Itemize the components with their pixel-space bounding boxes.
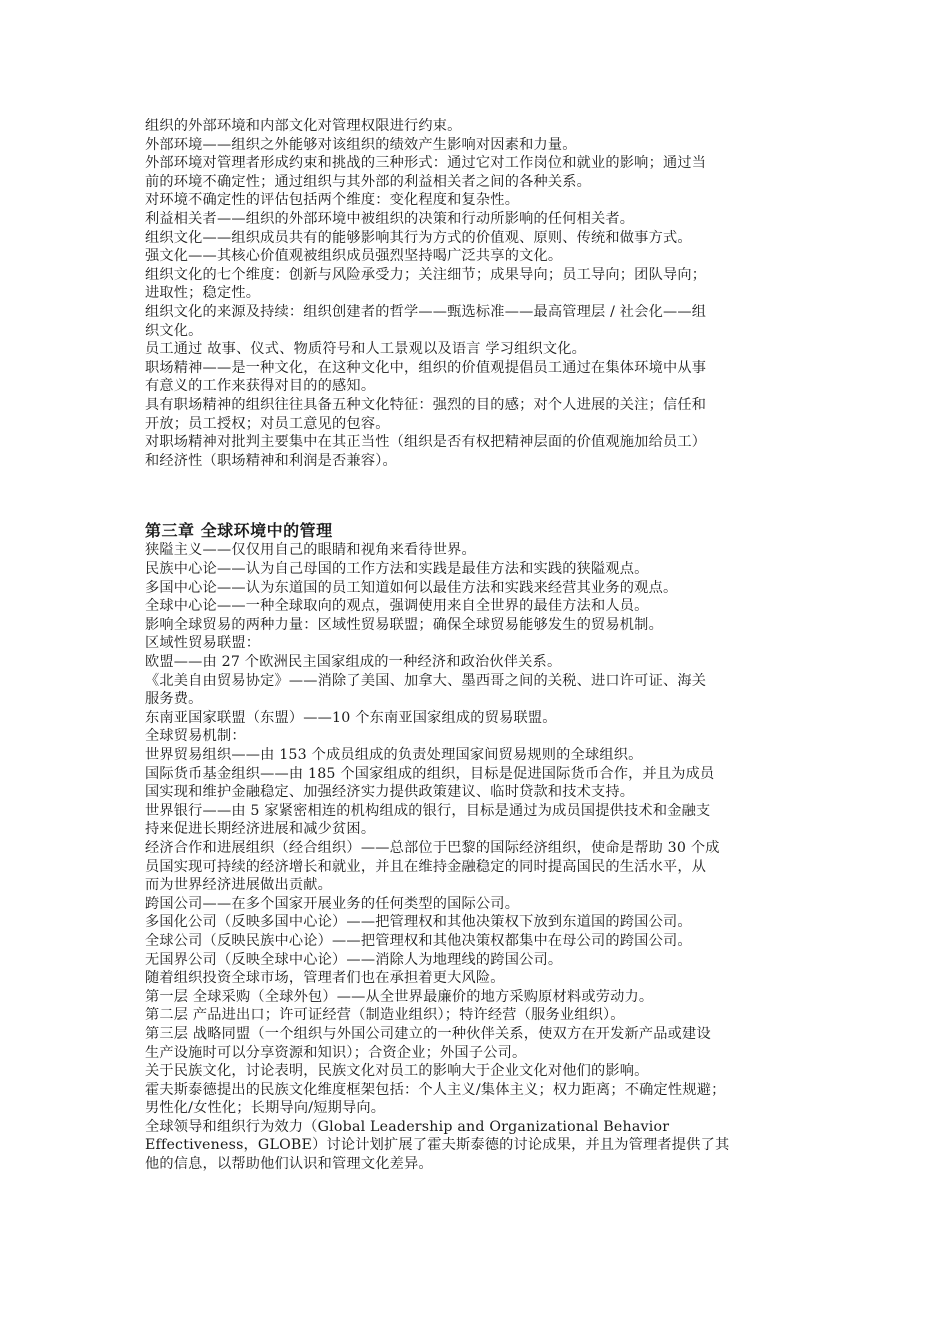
text-line: 第三层 战略同盟（一个组织与外国公司建立的一种伙伴关系，使双方在开发新产品或建设	[145, 1025, 711, 1042]
text-line: 随着组织投资全球市场，管理者们也在承担着更大风险。	[145, 970, 505, 987]
text-line: 员工通过 故事、仪式、物质符号和人工景观以及语言 学习组织文化。	[145, 341, 587, 358]
text-line: 第二层 产品进出口；许可证经营（制造业组织）；特许经营（服务业组织）。	[145, 1007, 625, 1024]
text-line: 男性化/女性化；长期导向/短期导向。	[145, 1100, 386, 1117]
text-line: 民族中心论——认为自己母国的工作方法和实践是最佳方法和实践的狭隘观点。	[145, 561, 649, 578]
text-line: 全球公司（反映民族中心论）——把管理权和其他决策权都集中在母公司的跨国公司。	[145, 932, 692, 949]
text-line: 职场精神——是一种文化，在这种文化中，组织的价值观提倡员工通过在集体环境中从事	[145, 359, 707, 376]
text-line: 开放；员工授权；对员工意见的包容。	[145, 415, 390, 432]
section-global-environment	[145, 541, 810, 1173]
section-gap	[145, 470, 810, 489]
text-line: 外部环境对管理者形成约束和挑战的三种形式：通过它对工作岗位和就业的影响；通过当	[145, 155, 707, 172]
text-line: 外部环境——组织之外能够对该组织的绩效产生影响对因素和力量。	[145, 136, 577, 153]
text-line: 霍夫斯泰德提出的民族文化维度框架包括：个人主义/集体主义；权力距离；不确定性规避；	[145, 1081, 726, 1098]
text-line: 全球中心论——一种全球取向的观点，强调使用来自全世界的最佳方法和人员。	[145, 598, 649, 615]
text-line: 服务费。	[145, 691, 203, 708]
text-line: 全球贸易机制：	[145, 728, 246, 745]
text-line: 员国实现可持续的经济增长和就业，并且在维持金融稳定的同时提高国民的生活水平，从	[145, 858, 707, 875]
document-page	[145, 117, 810, 1174]
text-line: 多国化公司（反映多国中心论）——把管理权和其他决策权下放到东道国的跨国公司。	[145, 914, 692, 931]
text-line: 经济合作和进展组织（经合组织）——总部位于巴黎的国际经济组织，使命是帮助 30 个成	[145, 839, 720, 856]
chapter-title: 第三章 全球环境中的管理	[145, 521, 333, 541]
text-line: 狭隘主义——仅仅用自己的眼睛和视角来看待世界。	[145, 542, 476, 559]
text-line: 国实现和维护金融稳定、加强经济实力提供政策建议、临时贷款和技术支持。	[145, 784, 635, 801]
text-line: 全球领导和组织行为效力（Global Leadership and Organizational Behavior	[145, 1118, 670, 1135]
text-line: 对职场精神对批判主要集中在其正当性（组织是否有权把精神层面的价值观施加给员工）	[145, 434, 707, 451]
text-line: 强文化——其核心价值观被组织成员强烈坚持喝广泛共享的文化。	[145, 248, 563, 265]
text-line: Effectiveness，GLOBE）讨论计划扩展了霍夫斯泰德的讨论成果，并且为管理者提供了其	[145, 1137, 730, 1154]
text-line: 《北美自由贸易协定》——消除了美国、加拿大、墨西哥之间的关税、进口许可证、海关	[145, 672, 707, 689]
text-line: 利益相关者——组织的外部环境中被组织的决策和行动所影响的任何相关者。	[145, 210, 635, 227]
text-line: 他的信息，以帮助他们认识和管理文化差异。	[145, 1156, 433, 1173]
text-line: 国际货币基金组织——由 185 个国家组成的组织，目标是促进国际货币合作，并且为成员	[145, 765, 715, 782]
text-line: 有意义的工作来获得对目的的感知。	[145, 378, 376, 395]
text-line: 具有职场精神的组织往往具备五种文化特征：强烈的目的感；对个人进展的关注；信任和	[145, 396, 707, 413]
text-line: 生产设施时可以分享资源和知识）；合资企业；外国子公司。	[145, 1044, 527, 1061]
text-line: 世界贸易组织——由 153 个成员组成的负责处理国家间贸易规则的全球组织。	[145, 747, 643, 763]
text-line: 组织文化的来源及持续：组织创建者的哲学——甄选标准——最高管理层 / 社会化——组	[145, 303, 707, 320]
text-line: 组织文化——组织成员共有的能够影响其行为方式的价值观、原则、传统和做事方式。	[145, 229, 692, 246]
text-line: 影响全球贸易的两种力量：区域性贸易联盟；确保全球贸易能够发生的贸易机制。	[145, 616, 663, 633]
text-line: 而为世界经济进展做出贡献。	[145, 877, 333, 894]
section-gap	[145, 489, 810, 508]
text-line: 跨国公司——在多个国家开展业务的任何类型的国际公司。	[145, 895, 520, 912]
text-line: 区域性贸易联盟：	[145, 635, 261, 652]
text-line: 组织的外部环境和内部文化对管理权限进行约束。	[145, 118, 462, 134]
text-line: 多国中心论——认为东道国的员工知道如何以最佳方法和实践来经营其业务的观点。	[145, 579, 678, 596]
text-line: 持来促进长期经济进展和减少贫困。	[145, 821, 376, 838]
text-line: 第一层 全球采购（全球外包）——从全世界最廉价的地方采购原材料或劳动力。	[145, 988, 654, 1005]
text-line: 东南亚国家联盟（东盟）——10 个东南亚国家组成的贸易联盟。	[145, 709, 557, 726]
text-line: 对环境不确定性的评估包括两个维度：变化程度和复杂性。	[145, 192, 520, 209]
text-line: 和经济性（职场精神和利润是否兼容）。	[145, 452, 397, 469]
section-org-environment-culture	[145, 117, 810, 470]
text-line: 欧盟——由 27 个欧洲民主国家组成的一种经济和政治伙伴关系。	[145, 654, 562, 671]
text-line: 前的环境不确定性；通过组织与其外部的利益相关者之间的各种关系。	[145, 173, 592, 190]
text-line: 进取性；稳定性。	[145, 285, 261, 302]
text-line: 织文化。	[145, 322, 203, 339]
text-line: 无国界公司（反映全球中心论）——消除人为地理线的跨国公司。	[145, 951, 563, 968]
text-line: 组织文化的七个维度：创新与风险承受力；关注细节；成果导向；员工导向；团队导向；	[145, 266, 707, 283]
text-line: 关于民族文化，讨论表明，民族文化对员工的影响大于企业文化对他们的影响。	[145, 1063, 649, 1080]
text-line: 世界银行——由 5 家紧密相连的机构组成的银行，目标是通过为成员国提供技术和金融支	[145, 802, 711, 819]
